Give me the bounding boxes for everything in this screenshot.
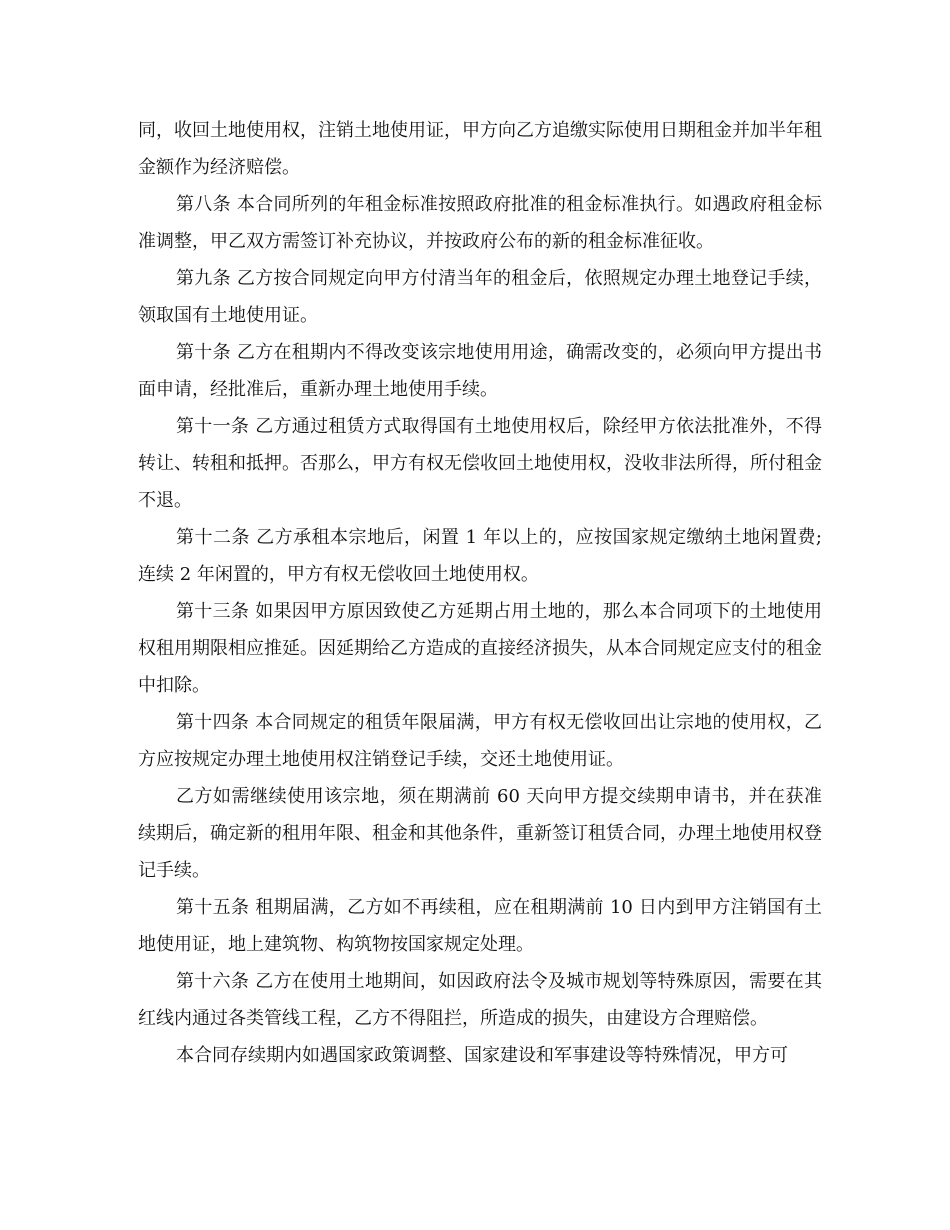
paragraph-article-16: 第十六条 乙方在使用土地期间，如因政府法令及城市规划等特殊原因，需要在其红线内通过各类管线工程，乙方不得阻拦，所造成的损失，由建设方合理赔偿。 (138, 971, 822, 1029)
paragraph-article-11: 第十一条 乙方通过租赁方式取得国有土地使用权后，除经甲方依法批准外，不得转让、转租和抵押。否那么，甲方有权无偿收回土地使用权，没收非法所得，所付租金不退。 (138, 416, 822, 511)
paragraph-article-8: 第八条 本合同所列的年租金标准按照政府批准的租金标准执行。如遇政府租金标准调整，甲乙双方需签订补充协议，并按政府公布的新的租金标准征收。 (138, 194, 822, 252)
paragraph-special-circumstances: 本合同存续期内如遇国家政策调整、国家建设和军事建设等特殊情况，甲方可 (176, 1045, 788, 1066)
paragraph-article-10: 第十条 乙方在租期内不得改变该宗地使用用途，确需改变的，必须向甲方提出书面申请，经批准后，重新办理土地使用手续。 (138, 342, 822, 400)
paragraph-article-14: 第十四条 本合同规定的租赁年限届满，甲方有权无偿收回出让宗地的使用权，乙方应按规定办理土地使用权注销登记手续，交还土地使用证。 (138, 712, 822, 770)
paragraph-article-13: 第十三条 如果因甲方原因致使乙方延期占用土地的，那么本合同项下的土地使用权租用期限相应推延。因延期给乙方造成的直接经济损失，从本合同规定应支付的租金中扣除。 (138, 601, 822, 696)
document-body (138, 112, 822, 1074)
paragraph-article-12: 第十二条 乙方承租本宗地后，闲置 1 年以上的，应按国家规定缴纳土地闲置费;连续 2 年闲置的，甲方有权无偿收回土地使用权。 (138, 527, 822, 585)
paragraph-renewal: 乙方如需继续使用该宗地，须在期满前 60 天向甲方提交续期申请书，并在获准续期后，确定新的租用年限、租金和其他条件，重新签订租赁合同，办理土地使用权登记手续。 (138, 786, 822, 881)
paragraph-article-9: 第九条 乙方按合同规定向甲方付清当年的租金后，依照规定办理土地登记手续，领取国有土地使用证。 (138, 268, 822, 326)
paragraph-article-15: 第十五条 租期届满，乙方如不再续租，应在租期满前 10 日内到甲方注销国有土地使用证，地上建筑物、构筑物按国家规定处理。 (138, 897, 822, 955)
paragraph-continuation: 同，收回土地使用权，注销土地使用证，甲方向乙方追缴实际使用日期租金并加半年租金额作为经济赔偿。 (138, 120, 822, 178)
